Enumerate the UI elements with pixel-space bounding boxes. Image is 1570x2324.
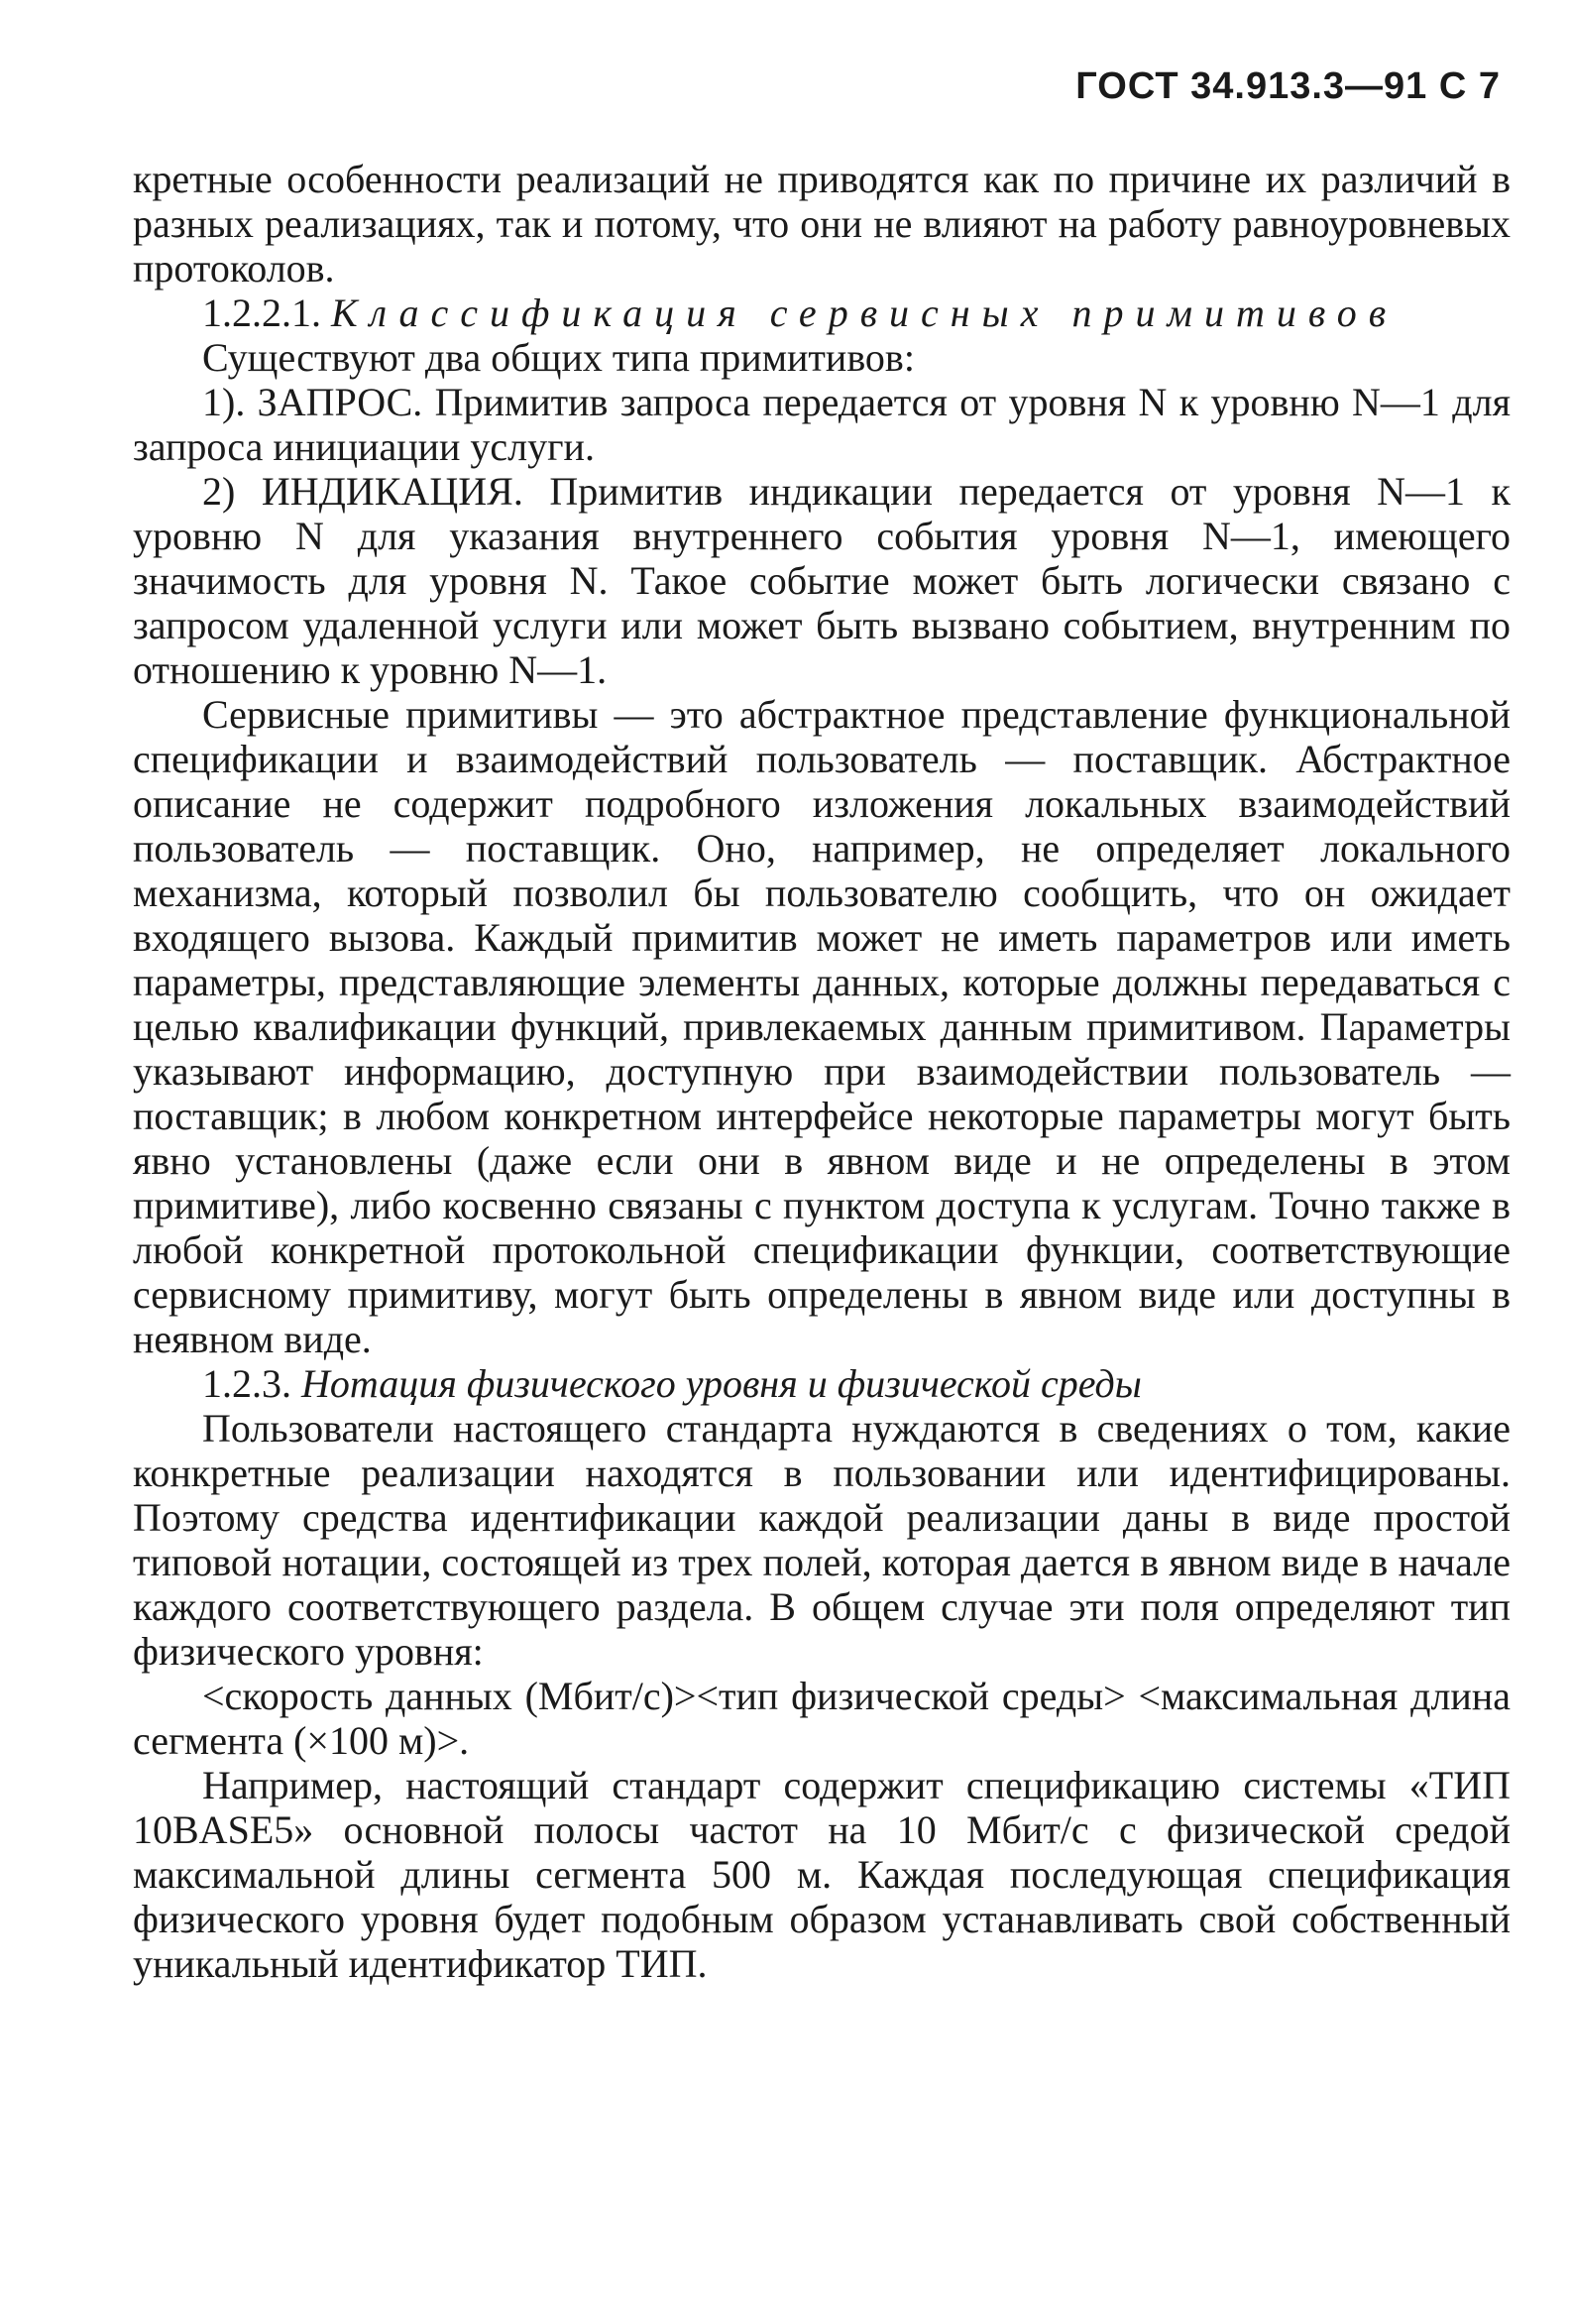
list-item-indication: 2) ИНДИКАЦИЯ. Примитив индикации передается от уровня N—1 к уровню N для указания внутреннего события уровня N—1, имеющего значимость для уровня N. Такое событие может быть логически связано с запросом удаленной услуги или может быть вызвано событием, внутренним по отношению к уровню N—1. [133, 469, 1511, 692]
section-heading-1-2-3 [133, 1361, 1511, 1406]
paragraph-example: Например, настоящий стандарт содержит спецификацию системы «ТИП 10BASE5» основной полосы частот на 10 Мбит/с с физической средой максимальной длины сегмента 500 м. Каждая последующая спецификация физического уровня будет подобным образом устанавливать свой собственный уникальный идентификатор ТИП. [133, 1763, 1511, 1986]
paragraph-notation-intro: Пользователи настоящего стандарта нуждаются в сведениях о том, какие конкретные реализации находятся в пользовании или идентифицированы. Поэтому средства идентификации каждой реализации даны в виде простой типовой нотации, состоящей из трех полей, которая дается в явном виде в начале каждого соответствующего раздела. В общем случае эти поля определяют тип физического уровня: [133, 1406, 1511, 1674]
section-heading-1-2-2-1 [133, 290, 1511, 335]
paragraph-continuation: кретные особенности реализаций не приводятся как по причине их различий в разных реализациях, так и потому, что они не влияют на работу равноуровневых протоколов. [133, 157, 1511, 290]
section-title: Классификация сервисных примитивов [331, 290, 1399, 335]
list-item-request: 1). ЗАПРОС. Примитив запроса передается от уровня N к уровню N—1 для запроса инициации услуги. [133, 380, 1511, 469]
page-body [133, 157, 1511, 1986]
paragraph-primitive-types: Существуют два общих типа примитивов: [202, 335, 915, 380]
section-number: 1.2.2.1. [202, 290, 321, 335]
section-number: 1.2.3. [202, 1361, 291, 1406]
section-title: Нотация физического уровня и физической среды [301, 1361, 1142, 1406]
paragraph-service-primitives: Сервисные примитивы — это абстрактное представление функциональной спецификации и взаимодействий пользователь — поставщик. Абстрактное описание не содержит подробного изложения локальных взаимодействий пользователь — поставщик. Оно, например, не определяет локального механизма, который позволил бы пользователю сообщить, что он ожидает входящего вызова. Каждый примитив может не иметь параметров или иметь параметры, представляющие элементы данных, которые должны передаваться с целью квалификации функций, привлекаемых данным примитивом. Параметры указывают информацию, доступную при взаимодействии пользователь — поставщик; в любом конкретном интерфейсе некоторые параметры могут быть явно установлены (даже если они в явном виде и не определены в этом примитиве), либо косвенно связаны с пунктом доступа к услугам. Точно также в любой конкретной протокольной спецификации функции, соответствующие сервисному примитиву, могут быть определены в явном виде или доступны в неявном виде. [133, 692, 1511, 1361]
page-header: ГОСТ 34.913.3—91 С 7 [1075, 65, 1501, 107]
paragraph-notation-format: <скорость данных (Мбит/с)><тип физической среды> <максимальная длина сегмента (×100 м)>. [133, 1674, 1511, 1763]
